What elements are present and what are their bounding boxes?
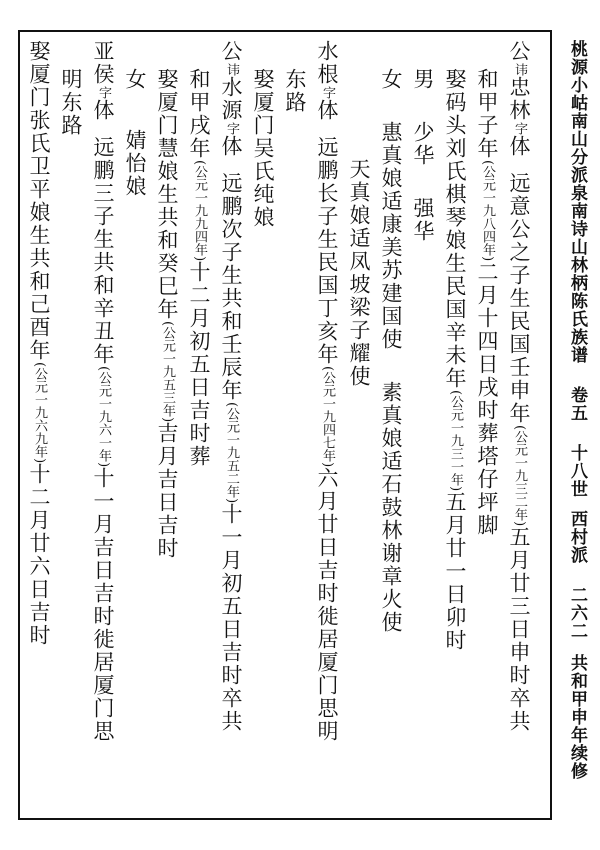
- text-segment: 东路: [283, 68, 307, 114]
- text-column: [184, 68, 214, 468]
- text-segment: 娶码头刘氏棋琴娘生民国辛未年: [443, 68, 467, 390]
- text-segment: 远鹏次子生共和壬辰年: [219, 172, 243, 402]
- text-segment: 忠林: [507, 76, 531, 122]
- text-column: [280, 68, 310, 114]
- header-branch: 西村派: [567, 510, 587, 564]
- text-column: [472, 68, 502, 537]
- text-segment: 吉月吉日吉时: [155, 422, 179, 561]
- page-header: [560, 40, 590, 780]
- text-segment: (公元一九五二年): [224, 402, 239, 504]
- text-column: [120, 68, 150, 198]
- text-segment: 十一月初五日吉时卒共: [219, 503, 243, 734]
- text-segment: 明东路: [59, 68, 83, 137]
- text-segment: 公: [507, 40, 531, 63]
- header-page-number: 二六二: [567, 586, 587, 640]
- text-column: [408, 68, 438, 243]
- text-segment: 体: [91, 99, 115, 122]
- text-segment: 娶厦门慧娘生共和癸巳年: [155, 68, 179, 321]
- text-segment: 强华: [411, 197, 435, 243]
- text-segment: 五月廿三日申时卒共: [507, 526, 531, 734]
- text-segment: 婧怡娘: [123, 129, 147, 198]
- text-segment: 水源: [219, 76, 243, 122]
- text-segment: 娶厦门张氏卫平娘生共和己酉年: [27, 40, 51, 362]
- text-segment: 十一月吉日吉时徙居厦门思: [91, 467, 115, 744]
- text-segment: 讳: [512, 63, 527, 76]
- text-segment: (公元一九六一年): [96, 366, 111, 468]
- header-generation: 十八世: [567, 444, 587, 498]
- text-column: [24, 40, 54, 647]
- text-segment: (公元一九三二年): [512, 425, 527, 527]
- text-segment: 远意公之子生民国壬申年: [507, 172, 531, 425]
- text-segment: 字: [320, 86, 335, 99]
- header-volume: 卷五: [567, 386, 587, 422]
- text-column: [152, 68, 182, 560]
- text-segment: 天真娘适凤坡梁子耀使: [347, 158, 371, 388]
- text-column: [376, 68, 406, 634]
- text-segment: 公: [219, 40, 243, 63]
- text-column: [344, 158, 374, 388]
- header-title: 桃源小岵南山分派泉南诗山林柄陈氏族谱: [567, 40, 587, 364]
- text-segment: 男: [411, 68, 435, 91]
- text-segment: 和甲戌年: [187, 68, 211, 160]
- text-column: [88, 40, 118, 743]
- text-segment: 女: [379, 68, 403, 91]
- text-segment: 六月廿日吉时徙居厦门思明: [315, 467, 339, 744]
- text-segment: 远鹏三子生共和辛丑年: [91, 136, 115, 366]
- text-segment: 少华: [411, 121, 435, 167]
- text-column: [216, 40, 246, 733]
- text-segment: (公元一九三一年): [448, 390, 463, 492]
- text-segment: 字: [96, 86, 111, 99]
- text-column: [440, 68, 470, 652]
- text-segment: 字: [224, 122, 239, 135]
- text-segment: 水根: [315, 40, 339, 86]
- text-segment: 体: [507, 135, 531, 158]
- text-segment: (公元一九八四年): [480, 160, 495, 262]
- text-segment: 十二月廿六日吉时: [27, 463, 51, 648]
- text-segment: 五月廿一日卯时: [443, 491, 467, 653]
- text-segment: 远鹏长子生民国丁亥年: [315, 136, 339, 366]
- text-column: [248, 68, 278, 229]
- text-column: [504, 40, 534, 733]
- text-segment: 女: [123, 68, 147, 91]
- text-segment: 体: [315, 99, 339, 122]
- text-segment: 娶厦门吴氏纯娘: [251, 68, 275, 229]
- text-segment: 十二月初五日吉时葬: [187, 261, 211, 469]
- text-column: [312, 40, 342, 743]
- text-segment: (公元一九五三年): [160, 321, 175, 423]
- text-segment: (公元一九九四年): [192, 160, 207, 262]
- text-segment: 字: [512, 122, 527, 135]
- text-segment: 讳: [224, 63, 239, 76]
- text-segment: 惠真娘适康美苏建国使: [379, 121, 403, 351]
- text-segment: (公元一九六九年): [32, 362, 47, 464]
- text-segment: 二月十四日戌时葬塔仔坪脚: [475, 261, 499, 538]
- text-segment: 体: [219, 135, 243, 158]
- text-segment: (公元一九四七年): [320, 366, 335, 468]
- text-segment: 素真娘适石鼓林谢章火使: [379, 381, 403, 634]
- text-segment: 和甲子年: [475, 68, 499, 160]
- header-edition: 共和甲申年续修: [567, 654, 587, 780]
- text-segment: 亚侯: [91, 40, 115, 86]
- text-column: [56, 68, 86, 137]
